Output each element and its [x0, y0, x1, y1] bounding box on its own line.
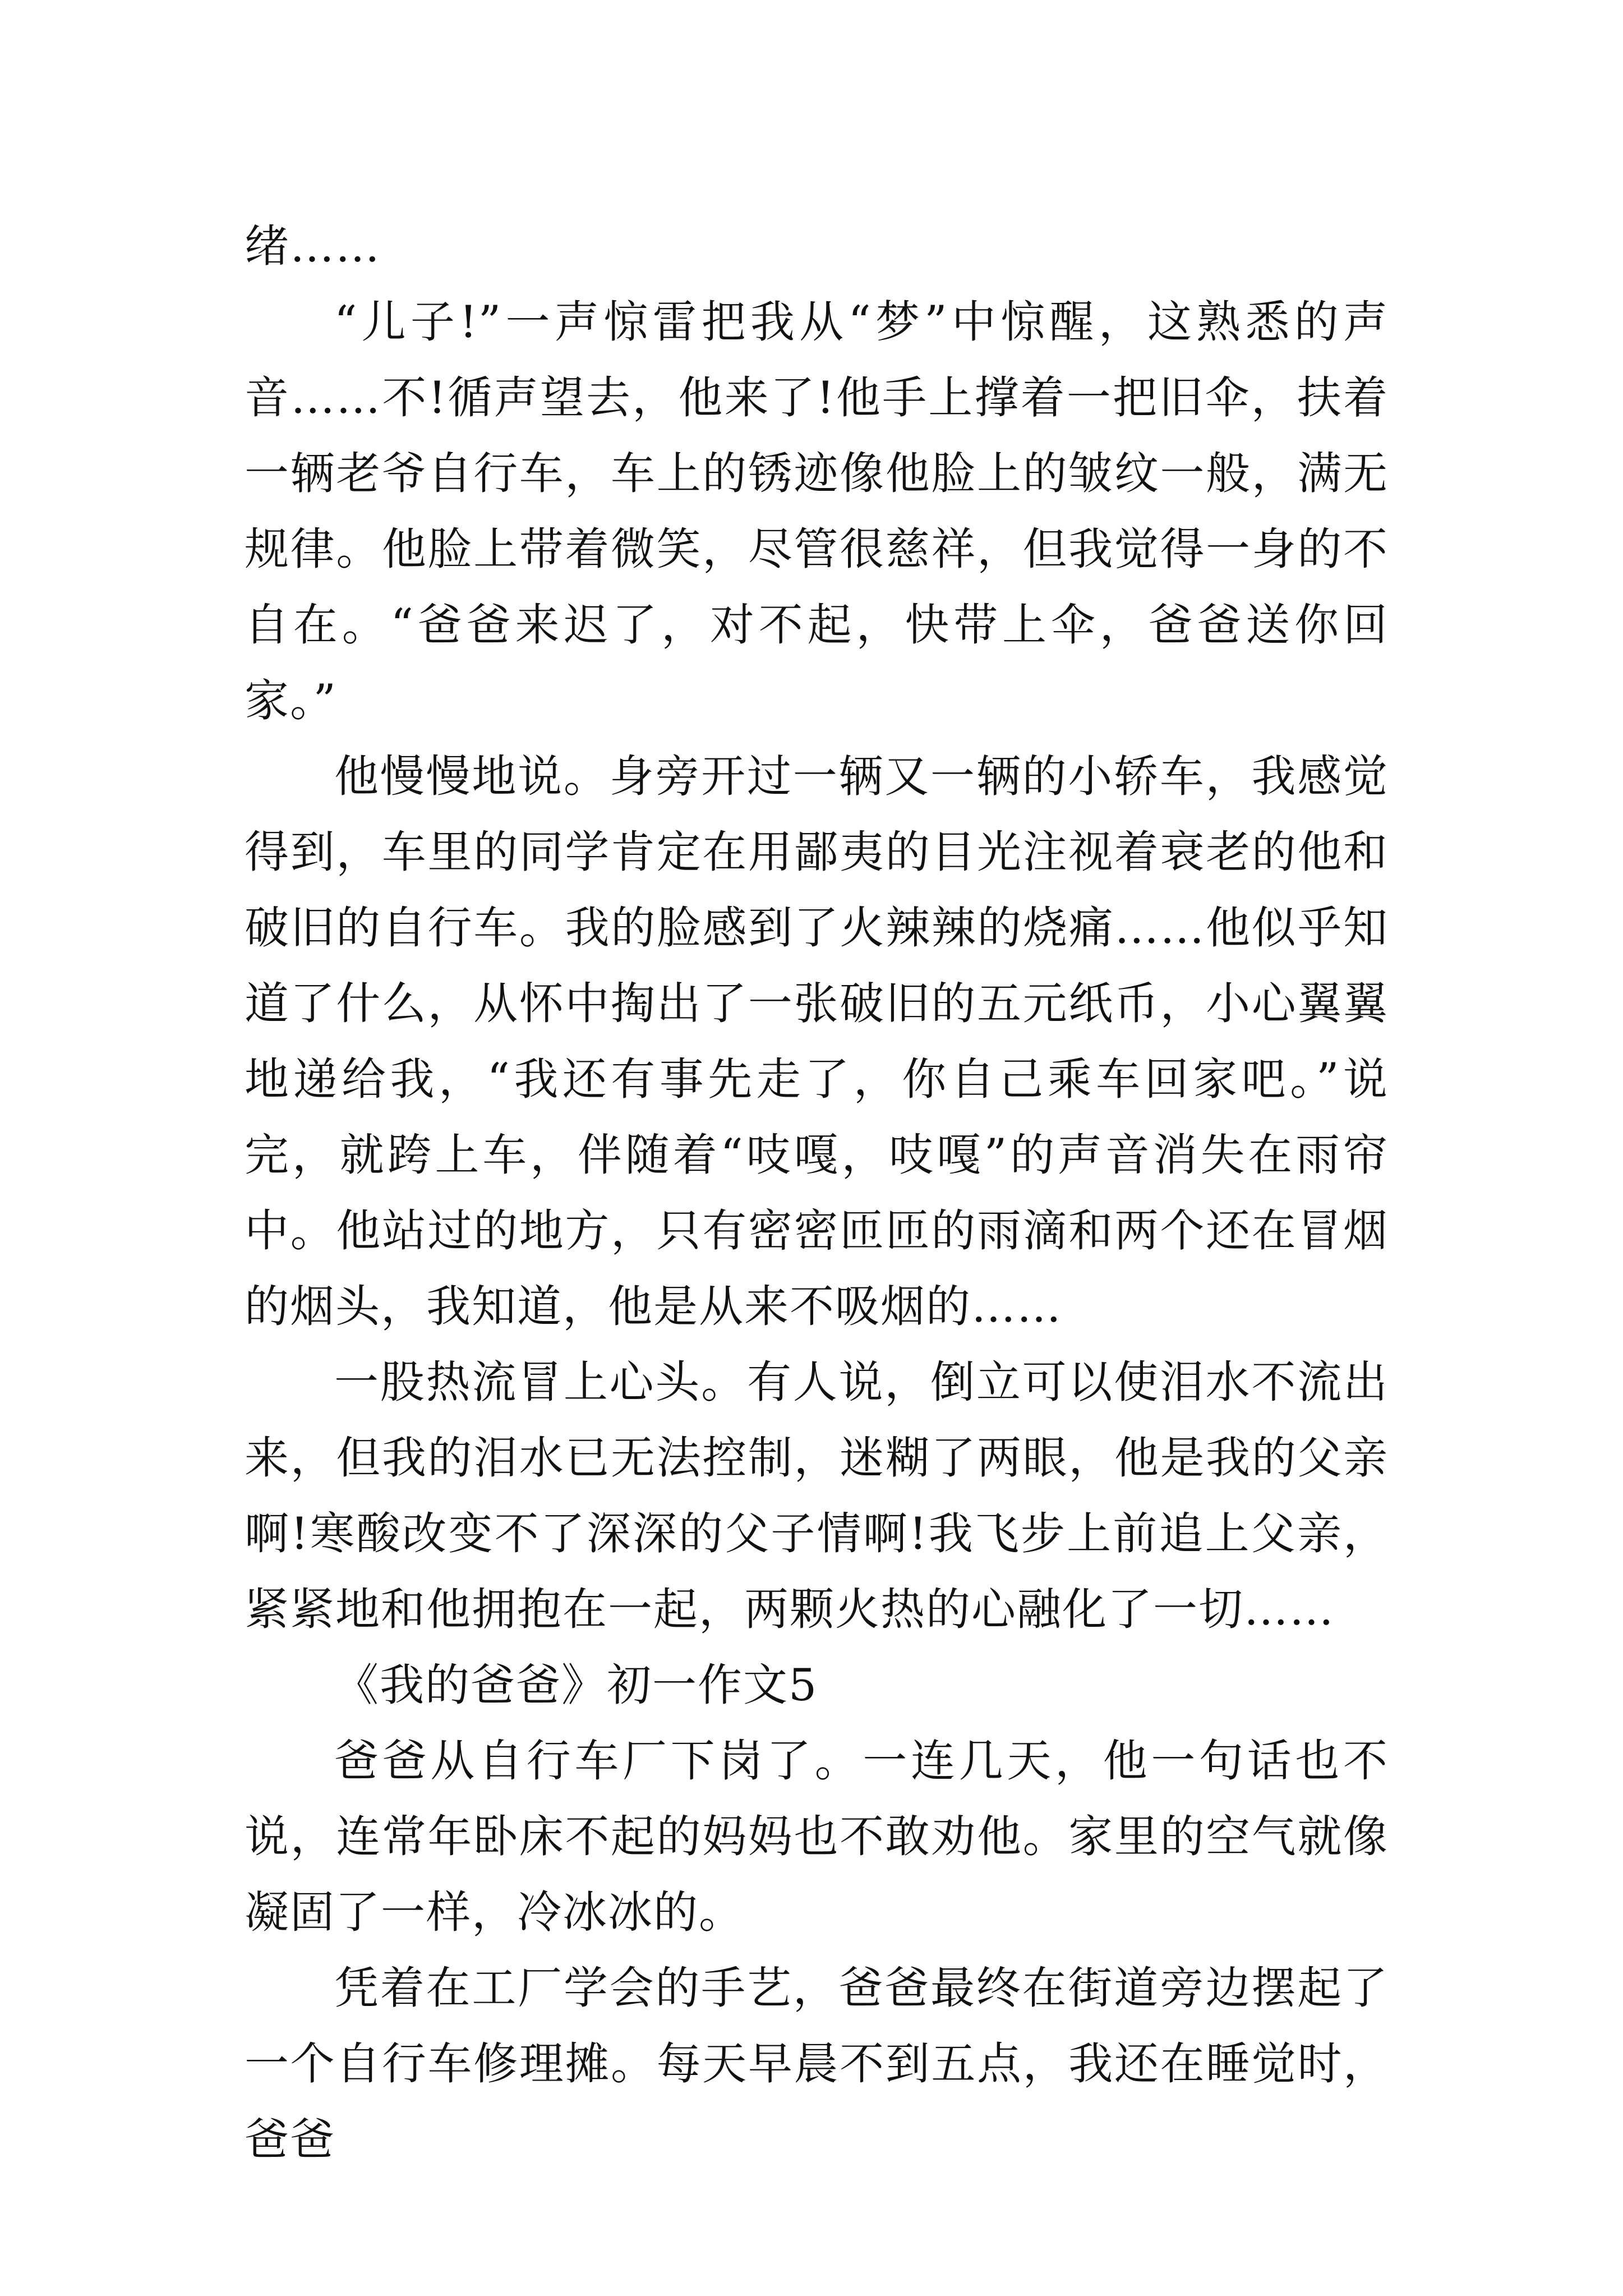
paragraph-3: 他慢慢地说。身旁开过一辆又一辆的小轿车，我感觉得到，车里的同学肯定在用鄙夷的目光注视着衰老的他和破旧的自行车。我的脸感到了火辣辣的烧痛……他似乎知道了什么，从怀中掏出了一张破旧的五元纸币，小心翼翼地递给我，“我还有事先走了，你自己乘车回家吧。”说完，就跨上车，伴随着“吱嘎，吱嘎”的声音消失在雨帘中。他站过的地方，只有密密匝匝的雨滴和两个还在冒烟的烟头，我知道，他是从来不吸烟的……	[245, 751, 1389, 1332]
paragraph-6: 凭着在工厂学会的手艺，爸爸最终在街道旁边摆起了一个自行车修理摊。每天早晨不到五点，我还在睡觉时，爸爸	[245, 1962, 1389, 2165]
paragraph-1: 绪……	[245, 220, 381, 272]
paragraph-5: 爸爸从自行车厂下岗了。一连几天，他一句话也不说，连常年卧床不起的妈妈也不敢劝他。家里的空气就像凝固了一样，冷冰冰的。	[245, 1735, 1389, 1938]
document-body	[245, 209, 1389, 2178]
paragraph-4: 一股热流冒上心头。有人说，倒立可以使泪水不流出来，但我的泪水已无法控制，迷糊了两眼，他是我的父亲啊!寒酸改变不了深深的父子情啊!我飞步上前追上父亲，紧紧地和他拥抱在一起，两颗火热的心融化了一切……	[245, 1356, 1389, 1635]
essay-heading: 《我的爸爸》初一作文5	[334, 1659, 818, 1711]
paragraph-2: “儿子!”一声惊雷把我从“梦”中惊醒，这熟悉的声音……不!循声望去，他来了!他手上撑着一把旧伞，扶着一辆老爷自行车，车上的锈迹像他脸上的皱纹一般，满无规律。他脸上带着微笑，尽管很慈祥，但我觉得一身的不自在。“爸爸来迟了，对不起，快带上伞，爸爸送你回家。”	[245, 296, 1389, 726]
